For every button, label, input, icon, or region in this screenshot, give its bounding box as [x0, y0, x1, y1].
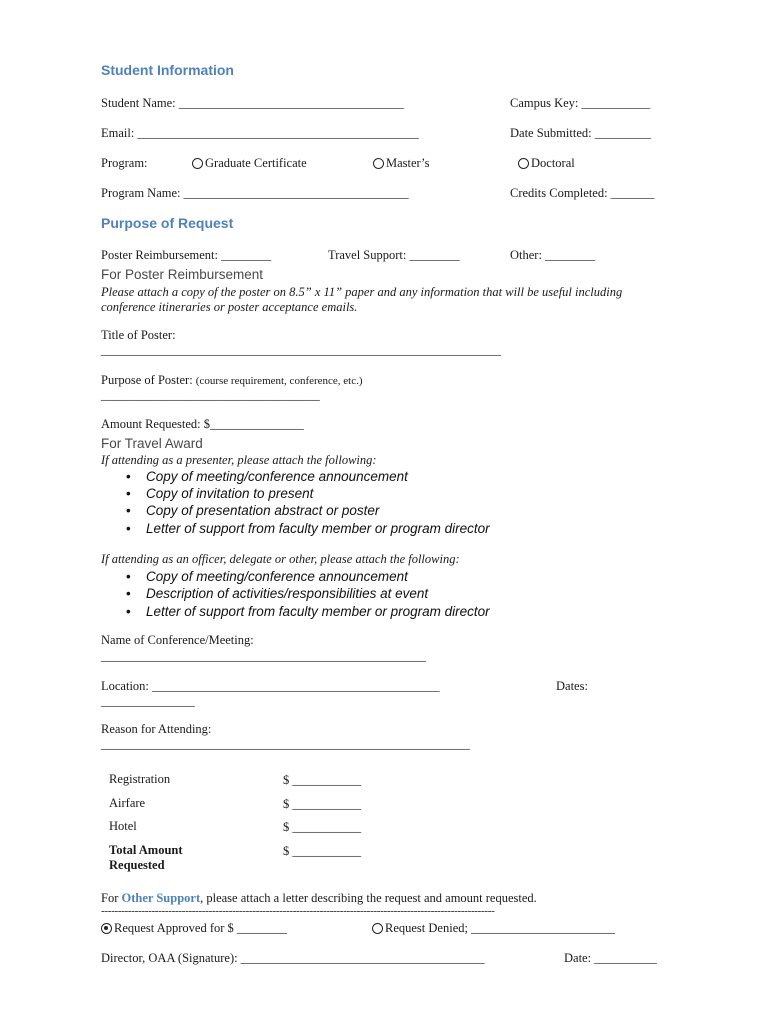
poster-purpose-label — [101, 373, 363, 388]
other-support-prefix: For — [101, 891, 122, 905]
list-item-text: Description of activities/responsibilities at event — [146, 586, 429, 601]
other-support-link[interactable]: Other Support — [121, 891, 201, 905]
email-field[interactable]: Email: _____________________________________________ — [101, 126, 419, 140]
other-support-note — [101, 891, 537, 906]
bullet-icon: • — [126, 503, 131, 518]
poster-section-heading: For Poster Reimbursement — [101, 267, 264, 282]
list-item — [126, 569, 408, 584]
bullet-icon: • — [126, 586, 131, 601]
cost-label-registration: Registration — [109, 772, 171, 786]
cost-label-airfare: Airfare — [109, 796, 146, 810]
list-item — [126, 503, 379, 518]
list-item-text: Letter of support from faculty member or program director — [146, 604, 490, 619]
request-approved-option[interactable] — [101, 921, 287, 936]
list-item-text: Copy of meeting/conference announcement — [146, 569, 408, 584]
reason-label: Reason for Attending: — [101, 722, 212, 736]
purpose-heading: Purpose of Request — [101, 215, 234, 231]
other-support-suffix: , please attach a letter describing the request and amount requested. — [200, 891, 537, 905]
total-label-cont: Requested — [109, 858, 165, 872]
bullet-icon: • — [126, 604, 131, 619]
poster-instructions-cont: conference itineraries or poster acceptance emails. — [101, 300, 358, 314]
date-submitted-field[interactable]: Date Submitted: _________ — [510, 126, 651, 140]
student-info-heading: Student Information — [101, 62, 234, 78]
list-item-text: Copy of invitation to present — [146, 486, 314, 501]
request-approved-label: Request Approved for $ ________ — [114, 921, 287, 935]
program-option-label: Doctoral — [531, 156, 575, 170]
dates-field[interactable]: _______________ — [101, 694, 195, 708]
radio-icon[interactable] — [372, 923, 383, 934]
poster-title-label: Title of Poster: — [101, 328, 176, 342]
program-option-masters[interactable] — [373, 156, 430, 171]
radio-icon[interactable] — [518, 158, 529, 169]
total-label: Total Amount — [109, 843, 183, 857]
program-label: Program: — [101, 156, 148, 170]
list-item — [126, 521, 490, 536]
program-name-field[interactable]: Program Name: ____________________________________ — [101, 186, 409, 200]
poster-reimbursement-field[interactable]: Poster Reimbursement: ________ — [101, 248, 272, 262]
amount-requested-field[interactable]: Amount Requested: $_______________ — [101, 417, 304, 431]
radio-icon[interactable] — [192, 158, 203, 169]
director-signature-field[interactable]: Director, OAA (Signature): _______________________________________ — [101, 951, 485, 965]
program-option-label: Graduate Certificate — [205, 156, 307, 170]
cost-label-hotel: Hotel — [109, 819, 137, 833]
program-option-label: Master’s — [386, 156, 430, 170]
poster-title-field[interactable]: ________________________________________________________________ — [101, 343, 501, 357]
student-name-field[interactable]: Student Name: ____________________________________ — [101, 96, 404, 110]
conference-field[interactable]: ____________________________________________________ — [101, 649, 426, 663]
other-field[interactable]: Other: ________ — [510, 248, 596, 262]
poster-purpose-hint: (course requirement, conference, etc.) — [195, 375, 363, 387]
cost-field-registration[interactable]: $ ___________ — [283, 773, 362, 787]
cost-field-hotel[interactable]: $ ___________ — [283, 820, 362, 834]
poster-purpose-label-text: Purpose of Poster: — [101, 373, 193, 387]
list-item — [126, 469, 408, 484]
request-denied-label: Request Denied; _______________________ — [385, 921, 615, 935]
bullet-icon: • — [126, 469, 131, 484]
program-option-doctoral[interactable] — [518, 156, 575, 171]
conference-label: Name of Conference/Meeting: — [101, 633, 254, 647]
campus-key-field[interactable]: Campus Key: ___________ — [510, 96, 651, 110]
cost-field-airfare[interactable]: $ ___________ — [283, 797, 362, 811]
request-denied-option[interactable] — [372, 921, 615, 936]
presenter-intro: If attending as a presenter, please attach the following: — [101, 453, 377, 467]
travel-support-field[interactable]: Travel Support: ________ — [328, 248, 460, 262]
list-item — [126, 586, 428, 601]
program-option-graduate-certificate[interactable] — [192, 156, 307, 171]
dates-label: Dates: — [556, 679, 588, 693]
credits-completed-field[interactable]: Credits Completed: _______ — [510, 186, 655, 200]
list-item — [126, 604, 490, 619]
bullet-icon: • — [126, 521, 131, 536]
bullet-icon: • — [126, 569, 131, 584]
list-item-text: Letter of support from faculty member or program director — [146, 521, 490, 536]
travel-section-heading: For Travel Award — [101, 436, 203, 451]
divider: --------------------------------------------------------------------------------------------------------------------- — [101, 905, 495, 917]
total-field[interactable]: $ ___________ — [283, 844, 362, 858]
location-field[interactable]: Location: ______________________________________________ — [101, 679, 440, 693]
radio-selected-icon[interactable] — [101, 923, 112, 934]
approval-date-field[interactable]: Date: __________ — [564, 951, 657, 965]
bullet-icon: • — [126, 486, 131, 501]
poster-purpose-field[interactable]: ___________________________________ — [101, 388, 320, 402]
list-item-text: Copy of presentation abstract or poster — [146, 503, 380, 518]
list-item — [126, 486, 313, 501]
reason-field[interactable]: ___________________________________________________________ — [101, 737, 470, 751]
poster-instructions: Please attach a copy of the poster on 8.5” x 11” paper and any information that will be useful including — [101, 285, 623, 299]
radio-icon[interactable] — [373, 158, 384, 169]
list-item-text: Copy of meeting/conference announcement — [146, 469, 408, 484]
officer-intro: If attending as an officer, delegate or other, please attach the following: — [101, 552, 460, 566]
